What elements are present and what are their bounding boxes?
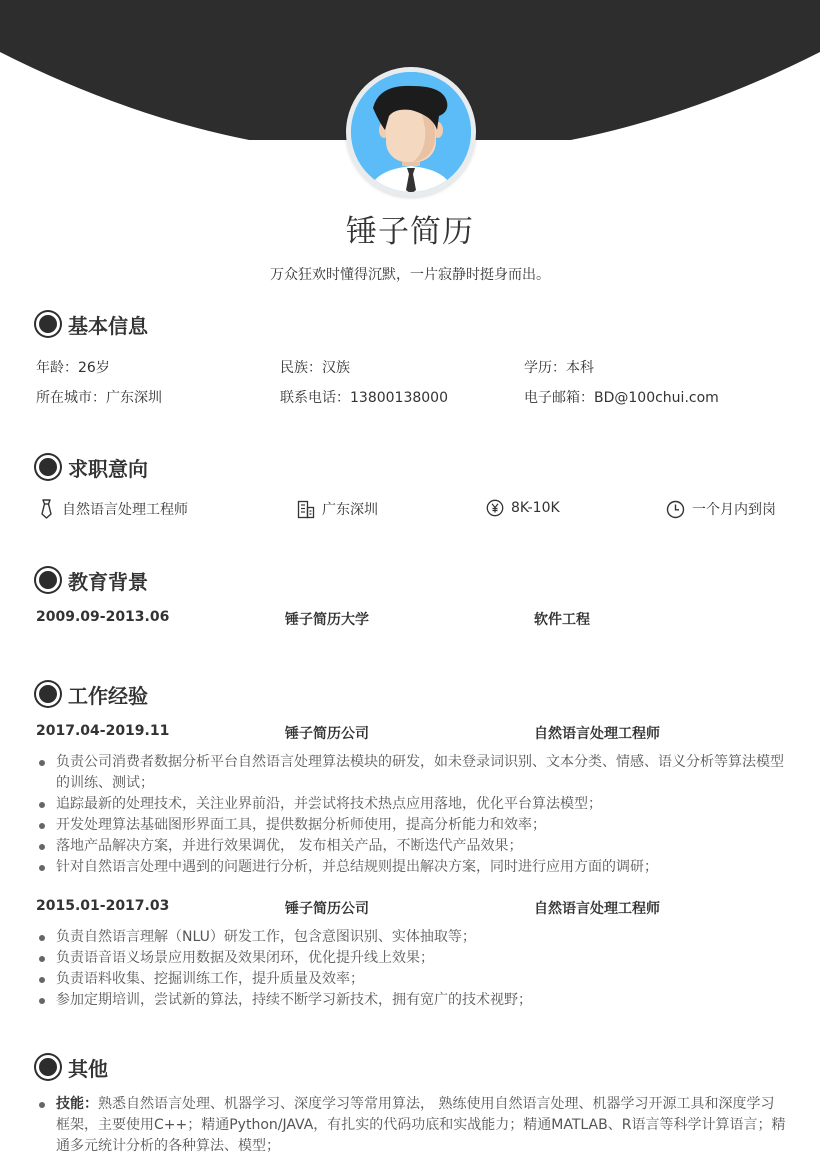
education-school: 锤子简历大学	[285, 612, 369, 628]
section-title: 其他	[68, 1056, 108, 1081]
work-company: 锤子简历公司	[285, 901, 369, 917]
intent-availability-label: 一个月内到岗	[692, 502, 776, 518]
work-duties-list	[36, 752, 788, 878]
tie-icon	[38, 499, 55, 519]
work-company: 锤子简历公司	[285, 726, 369, 742]
section-work	[34, 681, 148, 707]
work-duties-list	[36, 927, 788, 1011]
section-title: 教育背景	[68, 569, 148, 594]
section-bullet-icon	[36, 568, 60, 592]
avatar-illustration-icon	[351, 72, 471, 192]
intent-availability	[666, 499, 776, 519]
intent-position	[38, 499, 188, 519]
intent-city	[297, 499, 378, 519]
skills-label: 技能：	[56, 1096, 98, 1112]
other-list	[36, 1094, 788, 1157]
education-major: 软件工程	[534, 612, 590, 628]
info-phone: 联系电话：13800138000	[280, 390, 448, 406]
intent-city-label: 广东深圳	[322, 502, 378, 518]
list-item: 负责公司消费者数据分析平台自然语言处理算法模块的研发，如未登录词识别、文本分类、情感、语义分析等算法模型的训练、测试；	[36, 752, 788, 794]
section-basic-info	[34, 311, 148, 337]
work-title: 自然语言处理工程师	[534, 726, 660, 742]
work-period: 2015.01-2017.03	[36, 898, 170, 914]
yen-icon	[486, 499, 504, 517]
avatar	[346, 67, 476, 197]
list-item: 落地产品解决方案，并进行效果调优， 发布相关产品，不断迭代产品效果；	[36, 836, 788, 857]
section-other	[34, 1054, 108, 1080]
info-ethnicity: 民族：汉族	[280, 360, 350, 376]
list-item: 开发处理算法基础图形界面工具，提供数据分析师使用，提高分析能力和效率；	[36, 815, 788, 836]
list-item: 参加定期培训，尝试新的算法，持续不断学习新技术，拥有宽广的技术视野；	[36, 990, 788, 1011]
building-icon	[297, 500, 315, 519]
intent-position-label: 自然语言处理工程师	[62, 502, 188, 518]
section-title: 求职意向	[68, 456, 148, 481]
motto: 万众狂欢时懂得沉默，一片寂静时挺身而出。	[270, 267, 550, 283]
section-bullet-icon	[36, 682, 60, 706]
section-education	[34, 567, 148, 593]
info-age: 年龄：26岁	[36, 360, 110, 376]
intent-salary-label: 8K-10K	[511, 500, 560, 516]
list-item	[36, 1094, 788, 1157]
intent-salary	[486, 499, 560, 517]
section-title: 工作经验	[68, 683, 148, 708]
section-bullet-icon	[36, 455, 60, 479]
list-item: 负责自然语言理解（NLU）研发工作，包含意图识别、实体抽取等；	[36, 927, 788, 948]
list-item: 负责语音语义场景应用数据及效果闭环，优化提升线上效果；	[36, 948, 788, 969]
info-email: 电子邮箱：BD@100chui.com	[524, 390, 719, 406]
clock-icon	[666, 500, 685, 519]
section-bullet-icon	[36, 312, 60, 336]
section-title: 基本信息	[68, 313, 148, 338]
list-item: 负责语料收集、挖掘训练工作，提升质量及效率；	[36, 969, 788, 990]
section-bullet-icon	[36, 1055, 60, 1079]
education-period: 2009.09-2013.06	[36, 609, 170, 625]
resume-name: 锤子简历	[346, 214, 474, 250]
list-item: 针对自然语言处理中遇到的问题进行分析，并总结规则提出解决方案，同时进行应用方面的调研；	[36, 857, 788, 878]
section-job-intent	[34, 454, 148, 480]
info-degree: 学历：本科	[524, 360, 594, 376]
work-period: 2017.04-2019.11	[36, 723, 170, 739]
work-title: 自然语言处理工程师	[534, 901, 660, 917]
list-item: 追踪最新的处理技术，关注业界前沿，并尝试将技术热点应用落地，优化平台算法模型；	[36, 794, 788, 815]
info-city: 所在城市：广东深圳	[36, 390, 162, 406]
skills-text: 熟悉自然语言处理、机器学习、深度学习等常用算法， 熟练使用自然语言处理、机器学习开源工具和深度学习框架，主要使用C++；精通Python/JAVA，有扎实的代码功底和实战能力；精通MATLAB、R语言等科学计算语言；精通多元统计分析的各种算法、模型；	[56, 1096, 786, 1154]
